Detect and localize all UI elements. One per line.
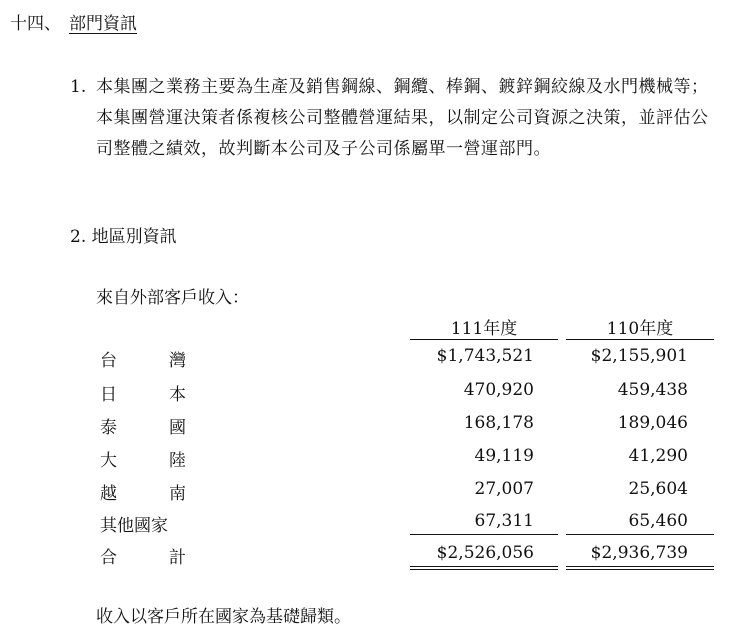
table-subheading: 來自外部客戶收入： <box>96 288 249 308</box>
subtotal-rule-110 <box>566 534 714 535</box>
table-row-label <box>100 346 186 371</box>
table-cell-111: 67,311 <box>474 511 534 531</box>
table-cell-110: 459,438 <box>617 380 688 400</box>
subtotal-rule-111 <box>410 534 558 535</box>
table-row-label <box>100 380 186 405</box>
table-cell-110: $2,155,901 <box>590 346 688 366</box>
item2-title: 地區別資訊 <box>91 227 177 247</box>
table-cell-111: $1,743,521 <box>436 346 534 366</box>
table-row-label <box>100 413 186 438</box>
table-row-label <box>100 479 186 504</box>
item2-heading <box>70 222 177 253</box>
table-cell-111: 470,920 <box>463 380 534 400</box>
table-cell-110: 25,604 <box>628 479 688 499</box>
column-header-111: 111年度 <box>450 319 518 339</box>
row-label-part: 國 <box>169 418 186 438</box>
row-label-part: 灣 <box>169 351 186 371</box>
item1-number: 1. <box>70 77 87 97</box>
table-cell-110: 65,460 <box>628 511 688 531</box>
row-label-part: 南 <box>169 484 186 504</box>
total-double-rule-bottom-110 <box>566 569 714 570</box>
header-rule-111 <box>410 339 558 340</box>
section-heading <box>10 9 137 34</box>
total-label-part: 合 <box>100 548 117 568</box>
table-cell-111: 49,119 <box>474 446 534 466</box>
total-cell-110: $2,936,739 <box>590 543 688 563</box>
table-cell-111: 27,007 <box>474 479 534 499</box>
row-label-part: 日 <box>100 385 117 405</box>
row-label-part: 本 <box>169 385 186 405</box>
table-row-label <box>100 511 186 536</box>
row-label-part: 大 <box>100 451 117 471</box>
column-header-110: 110年度 <box>606 319 674 339</box>
section-number: 十四、 <box>10 14 61 34</box>
total-double-rule-bottom-111 <box>410 569 558 570</box>
total-double-rule-top-111 <box>410 566 558 567</box>
row-label-part: 其他國家 <box>100 516 168 536</box>
table-cell-110: 189,046 <box>617 413 688 433</box>
table-cell-111: 168,178 <box>463 413 534 433</box>
table-row-label <box>100 446 186 471</box>
total-double-rule-top-110 <box>566 566 714 567</box>
row-label-part: 泰 <box>100 418 117 438</box>
total-cell-111: $2,526,056 <box>436 543 534 563</box>
item1-text: 本集團之業務主要為生產及銷售鋼線、鋼纜、棒鋼、鍍鋅鋼絞線及水門機械等；本集團營運決策者係複核公司整體營運結果，以制定公司資源之決策，並評估公司整體之績效，故判斷本公司及子公司係屬單一營運部門。 <box>96 77 709 159</box>
row-label-part: 越 <box>100 484 117 504</box>
row-label-part: 陸 <box>169 451 186 471</box>
table-total-label <box>100 543 186 568</box>
row-label-part: 台 <box>100 351 117 371</box>
table-cell-110: 41,290 <box>628 446 688 466</box>
item2-number: 2. <box>70 227 87 247</box>
section-title: 部門資訊 <box>69 14 137 34</box>
header-rule-110 <box>566 339 714 340</box>
total-label-part: 計 <box>169 548 186 568</box>
footer-note: 收入以客戶所在國家為基礎歸類。 <box>96 607 351 627</box>
